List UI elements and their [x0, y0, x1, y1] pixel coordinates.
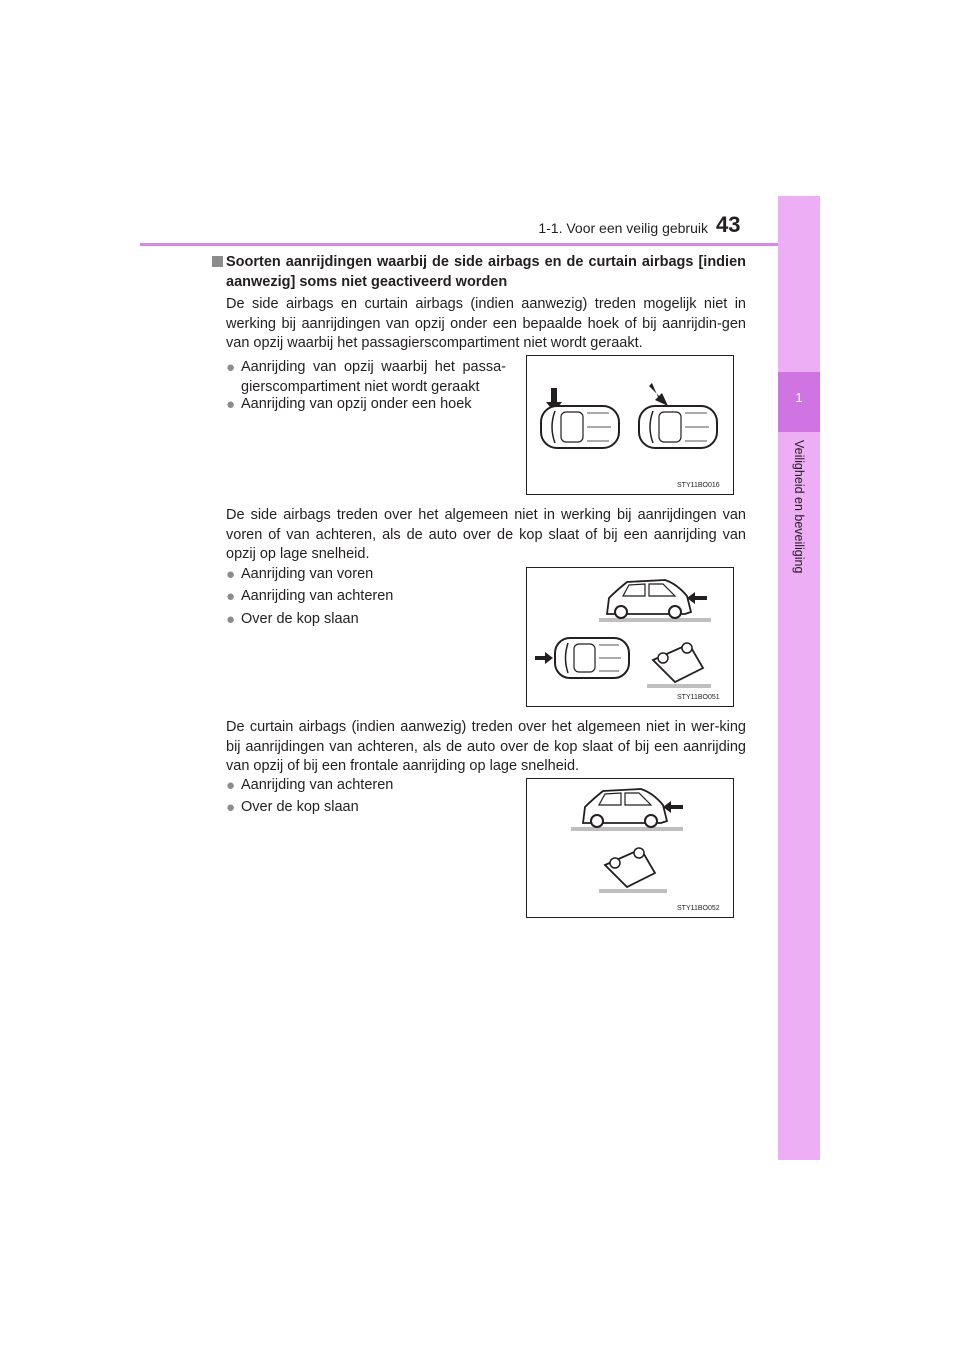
list-item	[226, 587, 506, 607]
bullet-icon: ●	[226, 777, 236, 794]
list-item	[226, 798, 506, 818]
side-tab-label: Veiligheid en beveiliging	[792, 440, 806, 574]
bullet-icon: ●	[226, 588, 236, 605]
paragraph: De side airbags treden over het algemeen niet in werking bij aanrijdingen van voren of van achteren, als de auto over de kop slaat of bij een aanrijding van opzij op lage snelheid.	[226, 507, 746, 562]
figure-rear-rollover	[526, 778, 734, 918]
list-item-text: Aanrijding van achteren	[241, 588, 394, 604]
header-rule	[140, 243, 820, 246]
car-rollover-icon	[599, 848, 667, 891]
figure-code: STY11BO051	[677, 694, 720, 701]
list-item-text: Over de kop slaan	[241, 611, 359, 627]
list-item	[226, 565, 506, 585]
car-top-view-icon	[541, 406, 619, 448]
list-item-text: Aanrijding van achteren	[241, 777, 394, 793]
bullet-icon: ●	[226, 799, 236, 816]
figure-front-rear-rollover	[526, 567, 734, 707]
bullet-icon: ●	[226, 566, 236, 583]
arrow-icon	[649, 383, 668, 406]
list-item-text: Over de kop slaan	[241, 799, 359, 815]
list-item-text: Aanrijding van voren	[241, 566, 374, 582]
car-top-view-icon	[555, 638, 629, 678]
intro-paragraph: De side airbags en curtain airbags (indien aanwezig) treden mogelijk niet in werking bij aanrijdingen van opzij onder een bepaalde hoek of bij aanrijdin-gen van opzij waarbij het passagierscompartiment niet wordt geraakt.	[226, 296, 746, 351]
car-rollover-icon	[647, 643, 711, 686]
arrow-icon	[687, 592, 707, 604]
arrow-icon	[663, 801, 683, 813]
heading-square-icon	[212, 256, 223, 267]
bullet-icon: ●	[226, 611, 236, 628]
figure-code: STY11BO016	[677, 482, 720, 489]
bullet-icon: ●	[226, 396, 236, 413]
list-item	[226, 358, 506, 397]
rear-rollover-illustration	[527, 779, 733, 917]
list-item	[226, 776, 506, 796]
arrow-icon	[535, 652, 553, 664]
list-item	[226, 610, 506, 630]
paragraph: De curtain airbags (indien aanwezig) treden over het algemeen niet in wer-king bij aanrijdingen van achteren, als de auto over de kop slaat of bij een aanrijding van opzij of bij een frontale aanrijding op lage snelheid.	[226, 719, 746, 774]
figure-side-impact	[526, 355, 734, 495]
car-top-view-icon	[639, 406, 717, 448]
side-tab	[778, 196, 820, 1160]
list-item-text: Aanrijding van opzij waarbij het passa-gierscompartiment niet wordt geraakt	[241, 359, 506, 395]
side-impact-illustration	[527, 356, 733, 494]
front-rear-rollover-illustration	[527, 568, 733, 706]
side-tab-number: 1	[795, 390, 803, 405]
figure-code: STY11BO052	[677, 905, 720, 912]
bullet-icon: ●	[226, 359, 236, 376]
list-item	[226, 395, 506, 415]
page-number: 43	[716, 212, 741, 237]
chapter-title: 1-1. Voor een veilig gebruik	[538, 220, 708, 236]
section-heading: Soorten aanrijdingen waarbij de side airbags en de curtain airbags [indien aanwezig] soms niet geactiveerd worden	[226, 254, 746, 290]
list-item-text: Aanrijding van opzij onder een hoek	[241, 396, 472, 412]
